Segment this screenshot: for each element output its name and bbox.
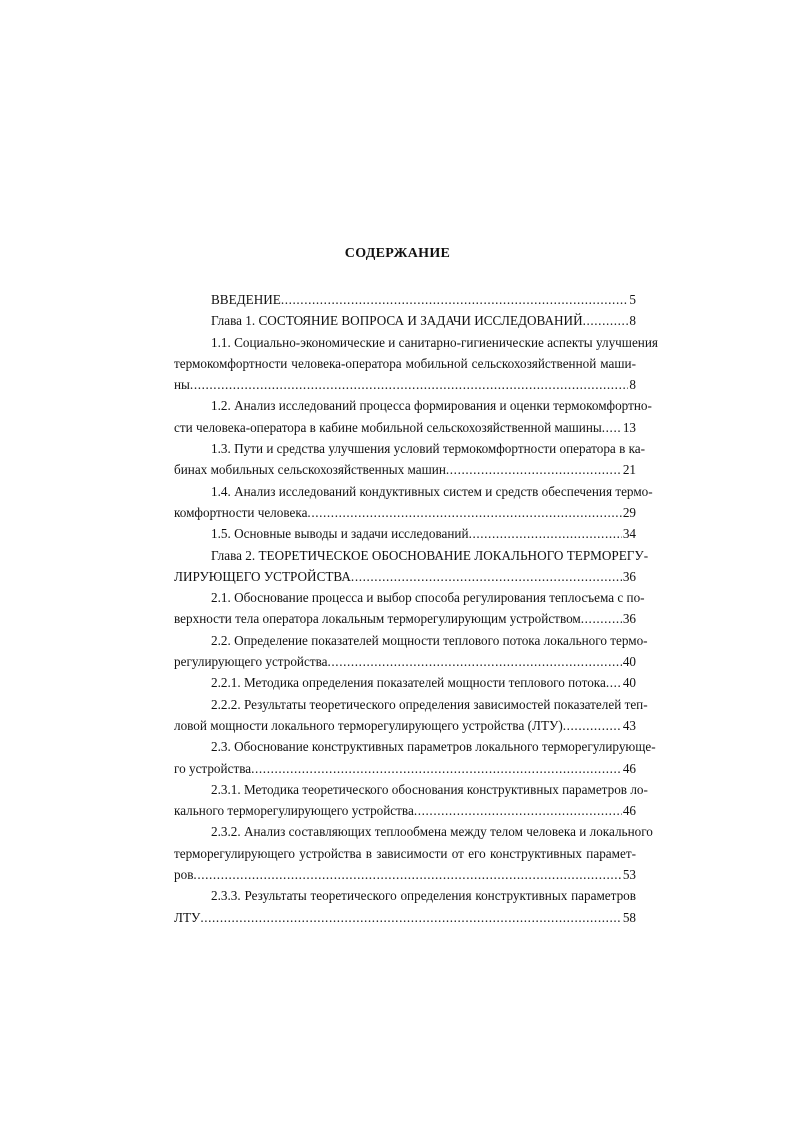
dot-leader <box>193 864 621 885</box>
toc-page-number: 46 <box>622 760 636 776</box>
dot-leader <box>251 758 622 779</box>
toc-entry-title: сти человека-оператора в кабине мобильной сельскохозяйственной машины <box>174 419 602 435</box>
toc-entry-final-line <box>174 374 636 395</box>
toc-page-number: 46 <box>622 803 636 819</box>
toc-entry-title: комфортности человека <box>174 504 308 520</box>
toc-entry-line: 2.3. Обоснование конструктивных параметров локального терморегулирующе- <box>211 739 656 755</box>
toc-entry-title: ны <box>174 377 190 393</box>
toc-entry[interactable] <box>174 736 656 779</box>
toc-entry-line: 1.4. Анализ исследований кондуктивных систем и средств обеспечения термо- <box>211 483 653 499</box>
dot-leader <box>200 907 621 928</box>
toc-entry-title: ЛТУ <box>174 909 201 925</box>
dot-leader <box>606 672 622 693</box>
toc-entry-line: терморегулирующего устройства в зависимости от его конструктивных парамет- <box>174 845 636 861</box>
toc-entry-title: кального терморегулирующего устройства <box>174 803 414 819</box>
toc-entry[interactable] <box>174 438 646 481</box>
toc-entry[interactable] <box>174 545 649 588</box>
toc-entry[interactable] <box>174 289 636 310</box>
dot-leader <box>602 417 622 438</box>
toc-entry-final-line <box>174 672 636 693</box>
toc-entry-line: 2.2. Определение показателей мощности теплового потока локального термо- <box>211 632 648 648</box>
toc-entry-line: 1.2. Анализ исследований процесса формирования и оценки термокомфортно- <box>211 398 652 414</box>
toc-entry-final-line <box>174 310 636 331</box>
toc-entry[interactable] <box>174 523 636 544</box>
toc-page-number: 34 <box>622 526 636 542</box>
toc-entry-final-line <box>174 715 636 736</box>
toc-entry-title: 1.5. Основные выводы и задачи исследований <box>211 526 469 542</box>
dot-leader <box>328 651 622 672</box>
toc-entry-title: бинах мобильных сельскохозяйственных машин <box>174 462 446 478</box>
toc-page-number: 58 <box>622 909 636 925</box>
toc-entry[interactable] <box>174 779 648 822</box>
toc-entry[interactable] <box>174 332 658 396</box>
toc-entry-title: ров <box>174 867 194 883</box>
toc-entry[interactable] <box>174 630 648 673</box>
toc-entry-line: термокомфортности человека-оператора мобильной сельскохозяйственной маши- <box>174 355 636 371</box>
toc-page-number: 21 <box>622 462 636 478</box>
toc-entry-final-line <box>174 417 636 438</box>
toc-entry[interactable] <box>174 587 645 630</box>
dot-leader <box>563 715 622 736</box>
dot-leader <box>281 289 629 310</box>
toc-entry[interactable] <box>174 481 653 524</box>
toc-page-number: 40 <box>622 675 636 691</box>
toc-entry[interactable] <box>174 694 648 737</box>
toc-page-number: 29 <box>622 504 636 520</box>
toc-entry-final-line <box>174 523 636 544</box>
toc-page-number: 36 <box>622 611 636 627</box>
toc-entry-title: верхности тела оператора локальным терморегулирующим устройством <box>174 611 581 627</box>
toc-entry-line: 2.2.2. Результаты теоретического определения зависимостей показателей теп- <box>211 696 648 712</box>
toc-entry-line: 2.3.3. Результаты теоретического определения конструктивных параметров <box>211 888 636 904</box>
toc-entry-title: ЛИРУЮЩЕГО УСТРОЙСТВА <box>174 568 351 584</box>
toc-entry-final-line <box>174 289 636 310</box>
toc-entry-title: ловой мощности локального терморегулирующего устройства (ЛТУ) <box>174 717 563 733</box>
toc-page-number: 36 <box>622 568 636 584</box>
dot-leader <box>581 608 622 629</box>
toc-entry-final-line <box>174 800 636 821</box>
toc-entry-line: 2.3.2. Анализ составляющих теплообмена между телом человека и локального <box>211 824 653 840</box>
toc-entry-final-line <box>174 459 636 480</box>
toc-entry[interactable] <box>174 885 636 928</box>
toc-entry[interactable] <box>174 672 636 693</box>
toc-entry-final-line <box>174 566 636 587</box>
toc-page-number: 8 <box>629 313 636 329</box>
toc-entry-title: го устройства <box>174 760 252 776</box>
toc-page-number: 8 <box>629 377 636 393</box>
toc-page-number: 13 <box>622 419 636 435</box>
dot-leader <box>307 502 621 523</box>
toc-entry-title: 2.2.1. Методика определения показателей мощности теплового потока <box>211 675 606 691</box>
toc-entry-line: 1.1. Социально-экономические и санитарно-гигиенические аспекты улучшения <box>211 334 658 350</box>
page-title: СОДЕРЖАНИЕ <box>344 246 451 261</box>
toc-page-number: 5 <box>629 292 636 307</box>
toc-entry-final-line <box>174 758 636 779</box>
toc-page-number: 40 <box>622 654 636 670</box>
toc-page-number: 43 <box>622 717 636 733</box>
toc-page-number: 53 <box>622 867 636 883</box>
toc-entry-final-line <box>174 651 636 672</box>
toc-entry-line: Глава 2. ТЕОРЕТИЧЕСКОЕ ОБОСНОВАНИЕ ЛОКАЛЬНОГО ТЕРМОРЕГУ- <box>211 547 649 563</box>
toc-entry-title: регулирующего устройства <box>174 654 328 670</box>
dot-leader <box>583 310 629 331</box>
toc-entry-final-line <box>174 502 636 523</box>
toc-entry[interactable] <box>174 821 653 885</box>
toc-entry-title: Глава 1. СОСТОЯНИЕ ВОПРОСА И ЗАДАЧИ ИССЛЕДОВАНИЙ <box>211 313 583 329</box>
toc-entry-final-line <box>174 907 636 928</box>
toc-entry-title: ВВЕДЕНИЕ <box>211 292 281 307</box>
dot-leader <box>351 566 622 587</box>
dot-leader <box>414 800 622 821</box>
toc-entry-final-line <box>174 608 636 629</box>
toc-entry[interactable] <box>174 310 636 331</box>
toc-entry-line: 2.3.1. Методика теоретического обоснования конструктивных параметров ло- <box>211 781 648 797</box>
toc-entry-line: 1.3. Пути и средства улучшения условий термокомфортности оператора в ка- <box>211 441 646 457</box>
dot-leader <box>469 523 622 544</box>
dot-leader <box>446 459 622 480</box>
toc-entry-final-line <box>174 864 636 885</box>
dot-leader <box>190 374 628 395</box>
table-of-contents <box>174 289 658 928</box>
toc-entry-line: 2.1. Обоснование процесса и выбор способа регулирования теплосъема с по- <box>211 590 645 606</box>
toc-entry[interactable] <box>174 395 652 438</box>
